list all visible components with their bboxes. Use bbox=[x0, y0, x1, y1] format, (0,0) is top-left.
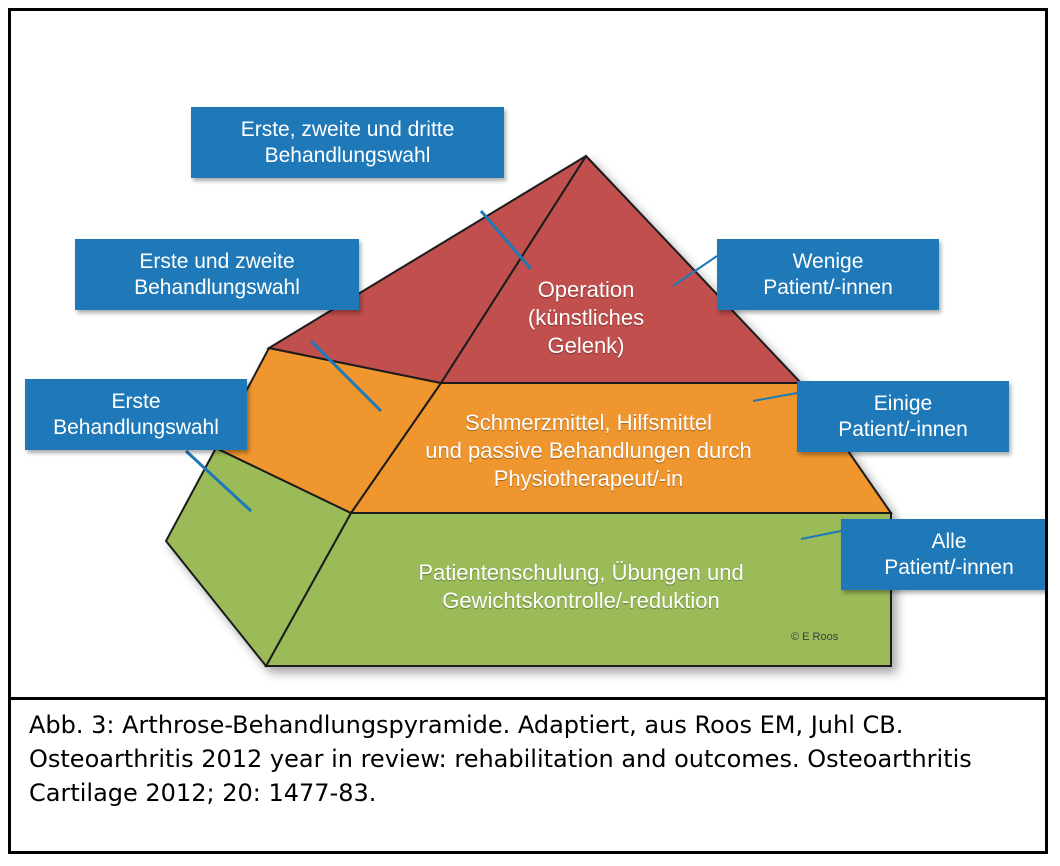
callout-some-patients bbox=[797, 381, 1009, 452]
pyramid-label-bottom-line1: Patientenschulung, Übungen und bbox=[418, 560, 744, 585]
callout-third-choice bbox=[191, 107, 504, 178]
callout-third-choice-line1: Erste, zweite und dritte bbox=[240, 118, 455, 141]
pyramid-label-top-line3: Gelenk) bbox=[547, 333, 625, 359]
figure-caption bbox=[11, 697, 1045, 810]
pyramid-label-bottom-line2: Gewichtskontrolle/-reduktion bbox=[442, 588, 720, 614]
pyramid-label-middle-line2: und passive Behandlungen durch bbox=[425, 438, 752, 464]
pyramid-label-middle bbox=[351, 409, 826, 493]
callout-first-choice bbox=[25, 379, 247, 450]
callout-some-patients-line1: Einige bbox=[873, 392, 933, 415]
callout-third-choice-line2: Behandlungswahl bbox=[264, 143, 431, 167]
callout-few-patients bbox=[717, 239, 939, 310]
pyramid-label-top bbox=[441, 276, 731, 360]
copyright-credit: © E Roos bbox=[791, 631, 839, 643]
pyramid-label-middle-line3: Physiotherapeut/-in bbox=[493, 466, 684, 492]
callout-all-patients-line2: Patient/-innen bbox=[884, 555, 1014, 579]
pyramid-diagram bbox=[11, 11, 1045, 691]
pyramid-label-bottom bbox=[311, 559, 851, 615]
callout-some-patients-line2: Patient/-innen bbox=[838, 417, 968, 441]
figure-caption-line3: Cartilage 2012; 20: 1477-83. bbox=[29, 779, 377, 808]
figure-caption-line2: Osteoarthritis 2012 year in review: rehabilitation and outcomes. Osteoarthritis bbox=[29, 745, 972, 774]
callout-first-choice-line2: Behandlungswahl bbox=[53, 415, 219, 439]
callout-few-patients-line2: Patient/-innen bbox=[763, 275, 893, 299]
callout-second-choice-line2: Behandlungswahl bbox=[134, 275, 300, 299]
callout-first-choice-line1: Erste bbox=[111, 390, 161, 413]
callout-few-patients-line1: Wenige bbox=[792, 250, 864, 273]
pyramid-label-middle-line1: Schmerzmittel, Hilfsmittel bbox=[465, 410, 712, 435]
pyramid-label-top-line1: Operation bbox=[537, 277, 635, 302]
figure-frame bbox=[8, 8, 1048, 854]
pyramid-label-top-line2: (künstliches bbox=[527, 305, 645, 331]
figure-caption-line1: Abb. 3: Arthrose-Behandlungspyramide. Adaptiert, aus Roos EM, Juhl CB. bbox=[29, 711, 904, 739]
callout-second-choice bbox=[75, 239, 359, 310]
callout-all-patients bbox=[841, 519, 1045, 590]
callout-second-choice-line1: Erste und zweite bbox=[139, 250, 295, 273]
callout-all-patients-line1: Alle bbox=[931, 530, 967, 553]
